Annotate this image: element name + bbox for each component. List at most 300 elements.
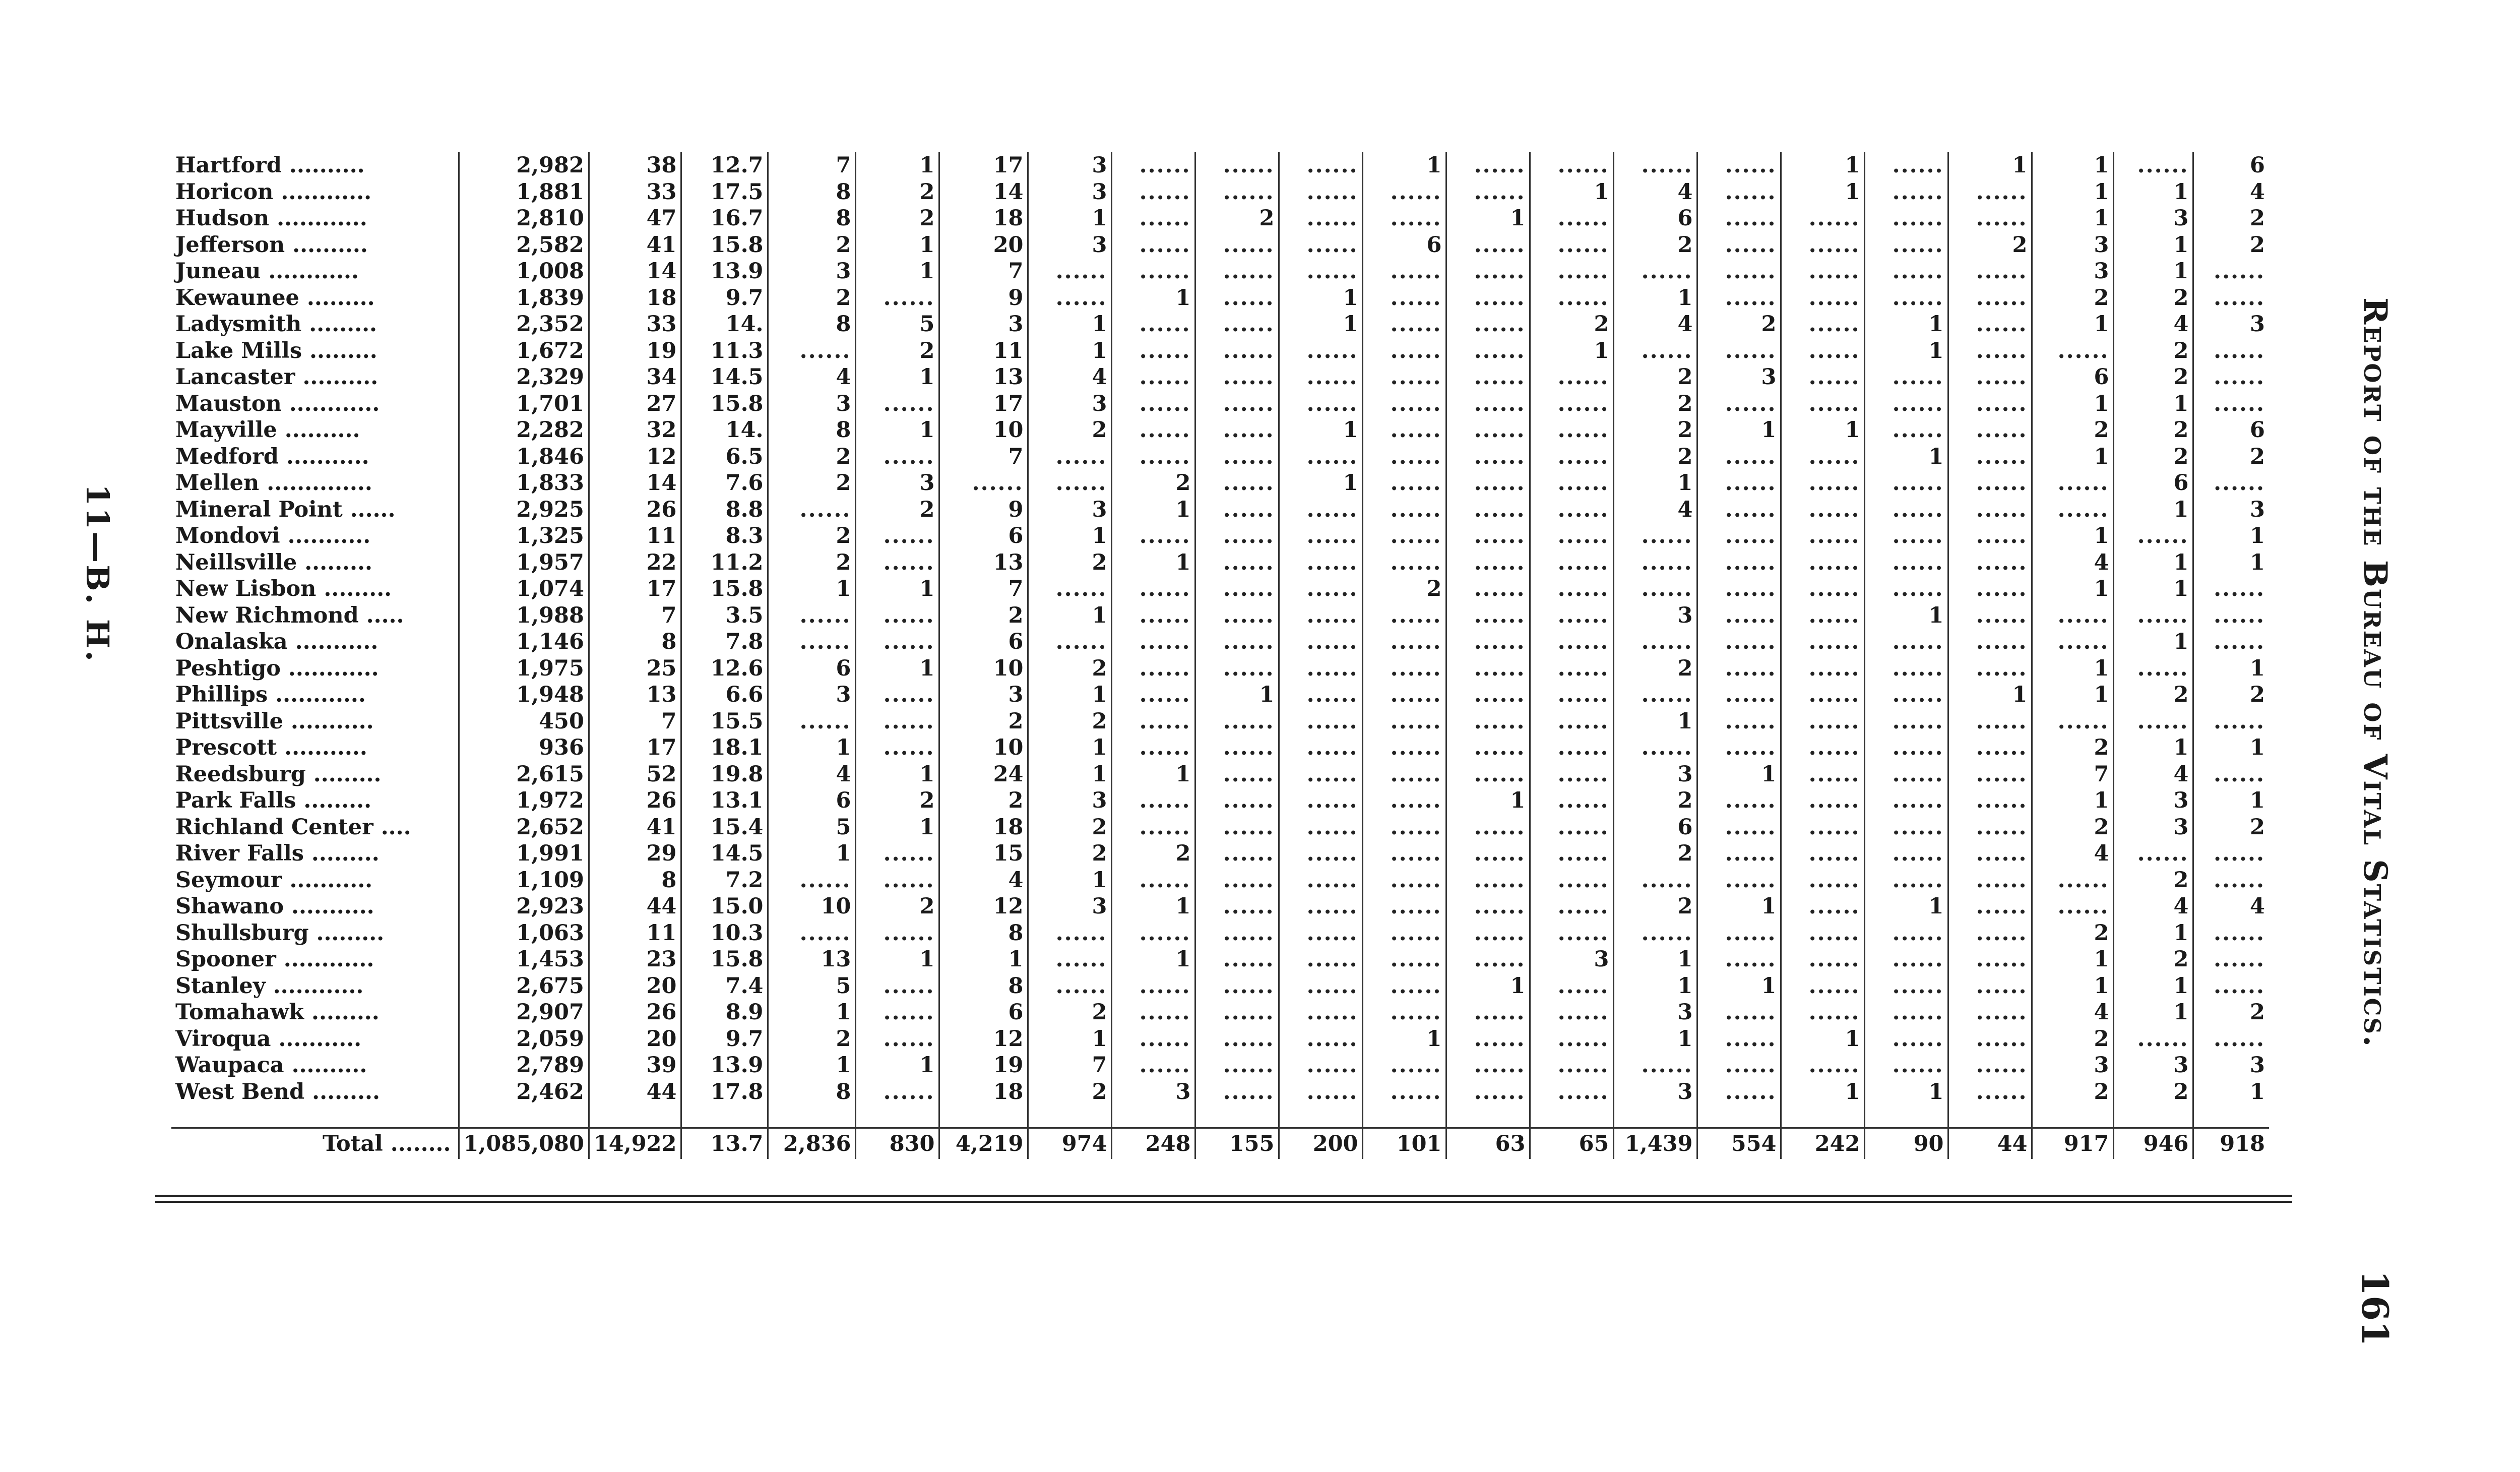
table-cell: ...... [1530, 497, 1614, 523]
spacer-cell [2114, 1105, 2193, 1128]
table-cell: ...... [1530, 999, 1614, 1026]
table-cell: ...... [1530, 814, 1614, 841]
table-cell: ...... [2032, 338, 2114, 364]
table-cell: 2 [2032, 1079, 2114, 1106]
table-cell: ...... [1195, 655, 1279, 682]
table-cell: ...... [1781, 734, 1865, 761]
table-cell: 7 [939, 444, 1028, 470]
table-cell: ...... [1195, 258, 1279, 285]
table-cell: ...... [1697, 470, 1781, 497]
table-cell: ...... [1195, 523, 1279, 549]
table-cell: 1 [1028, 205, 1112, 232]
table-cell: ...... [1781, 814, 1865, 841]
table-cell: ...... [1112, 576, 1195, 602]
table-cell: 2 [1028, 840, 1112, 867]
table-cell: ...... [1363, 682, 1446, 708]
table-cell: ...... [1781, 549, 1865, 576]
table-cell: ...... [1363, 417, 1446, 444]
spacer-cell [1948, 1105, 2032, 1128]
table-cell: 18 [589, 285, 681, 312]
table-cell: ...... [1948, 497, 2032, 523]
table-cell: ...... [1446, 258, 1530, 285]
table-cell: 3 [1028, 152, 1112, 179]
table-cell: 5 [856, 311, 939, 338]
table-cell: ...... [1363, 391, 1446, 417]
table-cell: 2 [2114, 364, 2193, 391]
table-cell: ...... [1948, 470, 2032, 497]
table-cell: ...... [2214, 761, 2265, 787]
total-cell: 242 [1781, 1128, 1865, 1159]
spacer-cell [939, 1105, 1028, 1128]
table-cell: 2 [768, 1026, 856, 1053]
table-cell: 1 [1279, 311, 1363, 338]
table-cell: ...... [1948, 787, 2032, 814]
table-cell: ...... [1865, 682, 1948, 708]
table-row [171, 655, 2269, 682]
table-cell: ...... [1112, 232, 1195, 259]
table-cell: 1 [2032, 682, 2114, 708]
table-cell: ...... [1530, 893, 1614, 920]
city-name: Mauston ............ [171, 391, 459, 417]
table-cell: ...... [1948, 602, 2032, 629]
table-cell: ...... [2214, 947, 2265, 972]
table-cell: ...... [2032, 708, 2114, 735]
table-cell: ...... [1363, 258, 1446, 285]
table-row [171, 629, 2269, 655]
table-cell: 1,988 [459, 602, 589, 629]
table-cell: 14. [681, 311, 768, 338]
table-cell: ...... [1697, 232, 1781, 259]
total-cell: 63 [1446, 1128, 1530, 1159]
table-cell: 4 [1614, 497, 1697, 523]
table-cell: ...... [1865, 417, 1948, 444]
table-cell: 1 [768, 999, 856, 1026]
table-cell: ...... [1363, 602, 1446, 629]
table-cell: 1 [1865, 444, 1948, 470]
table-cell: ...... [2214, 576, 2265, 602]
table-cell: 17 [939, 391, 1028, 417]
table-cell: ...... [1614, 576, 1697, 602]
city-name: Lancaster .......... [171, 364, 459, 391]
table-cell: ...... [1279, 920, 1363, 947]
table-cell: ...... [1112, 444, 1195, 470]
table-cell: ...... [1948, 973, 2032, 1000]
table-cell: 4 [2032, 840, 2114, 867]
table-row [171, 920, 2269, 947]
spacer-cell [1530, 1105, 1614, 1128]
table-cell: ...... [1530, 602, 1614, 629]
table-cell: ...... [1530, 391, 1614, 417]
table-cell: ...... [1028, 285, 1112, 312]
table-cell: ...... [1781, 920, 1865, 947]
table-cell: ...... [1112, 417, 1195, 444]
table-cell: 2 [768, 523, 856, 549]
table-cell: ...... [1948, 999, 2032, 1026]
table-cell: ...... [1781, 602, 1865, 629]
table-cell: 17 [939, 152, 1028, 179]
table-cell: 2,789 [459, 1052, 589, 1079]
table-cell: ...... [1781, 1052, 1865, 1079]
table-cell: ...... [1446, 814, 1530, 841]
table-cell: ...... [1530, 417, 1614, 444]
table-cell: ...... [1446, 734, 1530, 761]
table-cell: ...... [1614, 629, 1697, 655]
table-cell: 2 [1614, 417, 1697, 444]
table-cell: 20 [939, 232, 1028, 259]
table-row [171, 444, 2269, 470]
table-row [171, 338, 2269, 364]
table-cell: 9.7 [681, 1026, 768, 1053]
table-cell: 1 [2032, 655, 2114, 682]
table-cell: 6 [768, 655, 856, 682]
table-cell: ...... [1948, 946, 2032, 973]
table-cell: 4 [939, 867, 1028, 894]
table-cell: 3 [939, 311, 1028, 338]
table-cell: ...... [1446, 682, 1530, 708]
table-cell: 8 [768, 179, 856, 206]
table-cell: 1 [1028, 734, 1112, 761]
table-cell: ...... [1948, 629, 2032, 655]
table-cell: 4 [1614, 311, 1697, 338]
table-cell: 18 [939, 1079, 1028, 1106]
table-cell: 1 [2114, 232, 2193, 259]
table-cell: ...... [1446, 946, 1530, 973]
table-cell: ...... [1195, 973, 1279, 1000]
table-cell: ...... [1948, 391, 2032, 417]
table-cell: 1 [1112, 946, 1195, 973]
table-cell: 1 [1028, 761, 1112, 788]
table-cell: 4 [2250, 179, 2265, 205]
table-cell: ...... [1697, 602, 1781, 629]
city-name: Shawano ........... [171, 893, 459, 920]
table-cell: 1 [2114, 576, 2193, 602]
table-row [171, 258, 2269, 285]
table-cell: ...... [1781, 761, 1865, 788]
table-cell: ...... [1363, 946, 1446, 973]
table-cell: ...... [1697, 655, 1781, 682]
spacer-cell [681, 1105, 768, 1128]
table-cell: 11.2 [681, 549, 768, 576]
table-cell: 15.0 [681, 893, 768, 920]
city-name: Neillsville ......... [171, 549, 459, 576]
table-cell: 1 [2032, 787, 2114, 814]
table-cell: ...... [1446, 708, 1530, 735]
table-cell: 1 [1363, 1026, 1446, 1053]
table-cell: ...... [1865, 734, 1948, 761]
table-cell: 9 [939, 497, 1028, 523]
table-cell: 1,453 [459, 946, 589, 973]
table-cell: 41 [589, 232, 681, 259]
table-cell: 1 [856, 152, 939, 179]
table-cell: 8 [768, 417, 856, 444]
table-cell: ...... [856, 549, 939, 576]
table-row [171, 470, 2269, 497]
table-cell: 1 [1279, 470, 1363, 497]
table-cell: 3 [2250, 1053, 2265, 1078]
table-cell: 32 [589, 417, 681, 444]
table-cell: 3 [939, 682, 1028, 708]
table-cell: 14.5 [681, 840, 768, 867]
table-cell: 2 [2114, 867, 2193, 894]
table-cell: 7 [589, 708, 681, 735]
table-cell: ...... [1697, 999, 1781, 1026]
table-cell: ...... [1112, 205, 1195, 232]
table-cell: ...... [1865, 497, 1948, 523]
table-cell: 8 [768, 311, 856, 338]
table-cell: ...... [1279, 391, 1363, 417]
table-cell: ...... [1446, 338, 1530, 364]
table-cell: 8 [589, 629, 681, 655]
table-cell: 2 [1614, 840, 1697, 867]
table-cell: ...... [1781, 470, 1865, 497]
table-cell: ...... [1865, 179, 1948, 206]
table-cell: 17.5 [681, 179, 768, 206]
table-cell: ...... [1279, 787, 1363, 814]
table-cell: 2,907 [459, 999, 589, 1026]
table-cell: 2 [856, 205, 939, 232]
table-cell: ...... [1530, 1026, 1614, 1053]
table-cell: 18 [939, 814, 1028, 841]
table-cell: 1 [1614, 973, 1697, 1000]
city-name: Ladysmith ......... [171, 311, 459, 338]
table-cell: ...... [1865, 999, 1948, 1026]
table-cell: ...... [1028, 258, 1112, 285]
table-cell: 2 [2032, 920, 2114, 947]
table-cell: ...... [1363, 311, 1446, 338]
city-name: Waupaca .......... [171, 1052, 459, 1079]
table-cell: 4 [2114, 761, 2193, 788]
table-cell: 2 [856, 787, 939, 814]
table-cell: 1 [856, 761, 939, 788]
total-cell: 44 [1948, 1128, 2032, 1159]
table-cell: 38 [589, 152, 681, 179]
table-cell: 2 [2114, 338, 2193, 364]
table-cell: ...... [2114, 655, 2193, 682]
table-cell: ...... [1530, 523, 1614, 549]
table-cell: ...... [1363, 761, 1446, 788]
table-cell: ...... [1781, 682, 1865, 708]
table-cell: ...... [1781, 893, 1865, 920]
table-row [171, 523, 2269, 549]
table-cell: 1,833 [459, 470, 589, 497]
table-cell: 1 [1865, 311, 1948, 338]
table-cell: 15.8 [681, 576, 768, 602]
table-cell: ...... [1781, 787, 1865, 814]
table-cell: ...... [1948, 285, 2032, 312]
table-cell: ...... [1446, 391, 1530, 417]
table-cell: 6 [939, 629, 1028, 655]
table-cell: 2,059 [459, 1026, 589, 1053]
table-cell: ...... [1865, 364, 1948, 391]
table-cell: ...... [1948, 444, 2032, 470]
table-cell: ...... [1865, 232, 1948, 259]
table-cell: 6 [1614, 814, 1697, 841]
table-cell: ...... [1697, 734, 1781, 761]
table-cell: 15.8 [681, 946, 768, 973]
city-name: New Lisbon ......... [171, 576, 459, 602]
table-cell: 1 [2250, 735, 2265, 761]
table-cell: ...... [1279, 814, 1363, 841]
table-cell: 3 [2250, 497, 2265, 522]
table-cell: ...... [1112, 602, 1195, 629]
table-cell: 2 [2250, 206, 2265, 231]
table-cell: ...... [1530, 258, 1614, 285]
table-cell: 5 [768, 973, 856, 1000]
table-cell: 2,982 [459, 152, 589, 179]
table-cell: ...... [1363, 734, 1446, 761]
table-cell: ...... [1446, 1052, 1530, 1079]
table-cell: ...... [1363, 629, 1446, 655]
table-cell: ...... [1446, 629, 1530, 655]
table-cell: ...... [2214, 391, 2265, 416]
table-cell: ...... [856, 920, 939, 947]
table-cell: 26 [589, 497, 681, 523]
table-cell: ...... [856, 444, 939, 470]
table-cell: ...... [1948, 761, 2032, 788]
table-cell: 2 [1028, 655, 1112, 682]
table-cell: ...... [1195, 417, 1279, 444]
table-cell: 1 [768, 840, 856, 867]
table-cell: 20 [589, 1026, 681, 1053]
table-cell: 1 [1614, 470, 1697, 497]
table-cell: ...... [2114, 840, 2193, 867]
table-cell: 7 [768, 152, 856, 179]
table-cell: 1 [1614, 1026, 1697, 1053]
table-cell: 2,582 [459, 232, 589, 259]
table-cell: 15.5 [681, 708, 768, 735]
table-cell: ...... [1865, 576, 1948, 602]
table-cell: 450 [459, 708, 589, 735]
table-cell: ...... [2214, 841, 2265, 867]
table-cell: ...... [1948, 364, 2032, 391]
table-cell: ...... [1363, 523, 1446, 549]
table-cell: ...... [1865, 840, 1948, 867]
table-cell: 3 [768, 391, 856, 417]
table-cell: 2 [2032, 1026, 2114, 1053]
table-cell: ...... [1195, 734, 1279, 761]
table-cell: 17.8 [681, 1079, 768, 1106]
table-cell: 1,972 [459, 787, 589, 814]
table-cell: ...... [1446, 602, 1530, 629]
table-cell: 11 [589, 523, 681, 549]
table-cell: 44 [589, 893, 681, 920]
table-cell: 47 [589, 205, 681, 232]
table-cell: 1 [1948, 152, 2032, 179]
spacer-cell [856, 1105, 939, 1128]
table-cell: 10.3 [681, 920, 768, 947]
table-cell: ...... [1279, 1052, 1363, 1079]
table-cell: 1 [1865, 893, 1948, 920]
table-cell: ...... [2032, 602, 2114, 629]
table-cell: ...... [1363, 893, 1446, 920]
table-cell: 1 [2250, 1079, 2265, 1105]
table-cell: ...... [1948, 179, 2032, 206]
table-cell: 12.7 [681, 152, 768, 179]
table-cell: 1 [1948, 682, 2032, 708]
city-name: River Falls ......... [171, 840, 459, 867]
table-cell: 1 [2032, 946, 2114, 973]
table-cell: 2 [2250, 444, 2265, 469]
table-cell: ...... [856, 999, 939, 1026]
table-cell: 26 [589, 999, 681, 1026]
table-cell: 15.8 [681, 232, 768, 259]
table-cell: 7.6 [681, 470, 768, 497]
table-cell: 14 [589, 258, 681, 285]
table-cell: 1 [1028, 602, 1112, 629]
table-cell: ...... [1781, 576, 1865, 602]
table-cell: ...... [1948, 417, 2032, 444]
table-cell: 6 [1363, 232, 1446, 259]
table-cell: 1 [1865, 338, 1948, 364]
table-cell: ...... [1363, 867, 1446, 894]
table-cell: 3 [1614, 999, 1697, 1026]
table-cell: 2 [768, 549, 856, 576]
table-cell: 6 [2250, 417, 2265, 443]
table-cell: 27 [589, 391, 681, 417]
table-cell: ...... [1279, 1079, 1363, 1106]
table-cell: 24 [939, 761, 1028, 788]
table-cell: ...... [1530, 840, 1614, 867]
table-cell: ...... [1279, 179, 1363, 206]
table-cell: ...... [2214, 364, 2265, 390]
table-cell: ...... [1948, 734, 2032, 761]
table-cell: 10 [939, 417, 1028, 444]
table-cell: 3 [2114, 787, 2193, 814]
city-name: Onalaska ........... [171, 629, 459, 655]
table-cell: 1 [2032, 391, 2114, 417]
table-cell: 1 [856, 232, 939, 259]
total-cell: 946 [2114, 1128, 2193, 1159]
table-cell: 2 [2032, 285, 2114, 312]
table-cell: 6 [939, 999, 1028, 1026]
table-cell: ...... [1865, 867, 1948, 894]
city-name: Lake Mills ......... [171, 338, 459, 364]
total-cell: 200 [1279, 1128, 1363, 1159]
table-row [171, 232, 2269, 259]
table-cell: 7 [939, 258, 1028, 285]
table-cell: ...... [1697, 523, 1781, 549]
table-cell: 2 [856, 497, 939, 523]
table-cell: ...... [2032, 893, 2114, 920]
table-cell: ...... [1530, 232, 1614, 259]
city-name: Mellen .............. [171, 470, 459, 497]
table-cell: 2,675 [459, 973, 589, 1000]
table-cell: 2,329 [459, 364, 589, 391]
table-cell: ...... [1530, 655, 1614, 682]
table-cell: ...... [1195, 814, 1279, 841]
table-cell: ...... [768, 920, 856, 947]
table-cell: 1 [1781, 179, 1865, 206]
city-name: Peshtigo ............ [171, 655, 459, 682]
table-cell: ...... [1530, 285, 1614, 312]
spacer-cell [1112, 1105, 1195, 1128]
table-cell: ...... [1279, 152, 1363, 179]
table-cell: 3 [2032, 1052, 2114, 1079]
table-cell: 9 [939, 285, 1028, 312]
table-cell: ...... [856, 391, 939, 417]
table-cell: ...... [1195, 629, 1279, 655]
table-cell: 6.6 [681, 682, 768, 708]
table-cell: 8.9 [681, 999, 768, 1026]
table-row [171, 179, 2269, 206]
table-cell: ...... [1363, 470, 1446, 497]
table-cell: 3 [1614, 1079, 1697, 1106]
table-cell: 13.9 [681, 1052, 768, 1079]
table-cell: 13.1 [681, 787, 768, 814]
table-cell: ...... [1697, 391, 1781, 417]
table-cell: 3 [1028, 893, 1112, 920]
table-cell: 1 [2032, 205, 2114, 232]
